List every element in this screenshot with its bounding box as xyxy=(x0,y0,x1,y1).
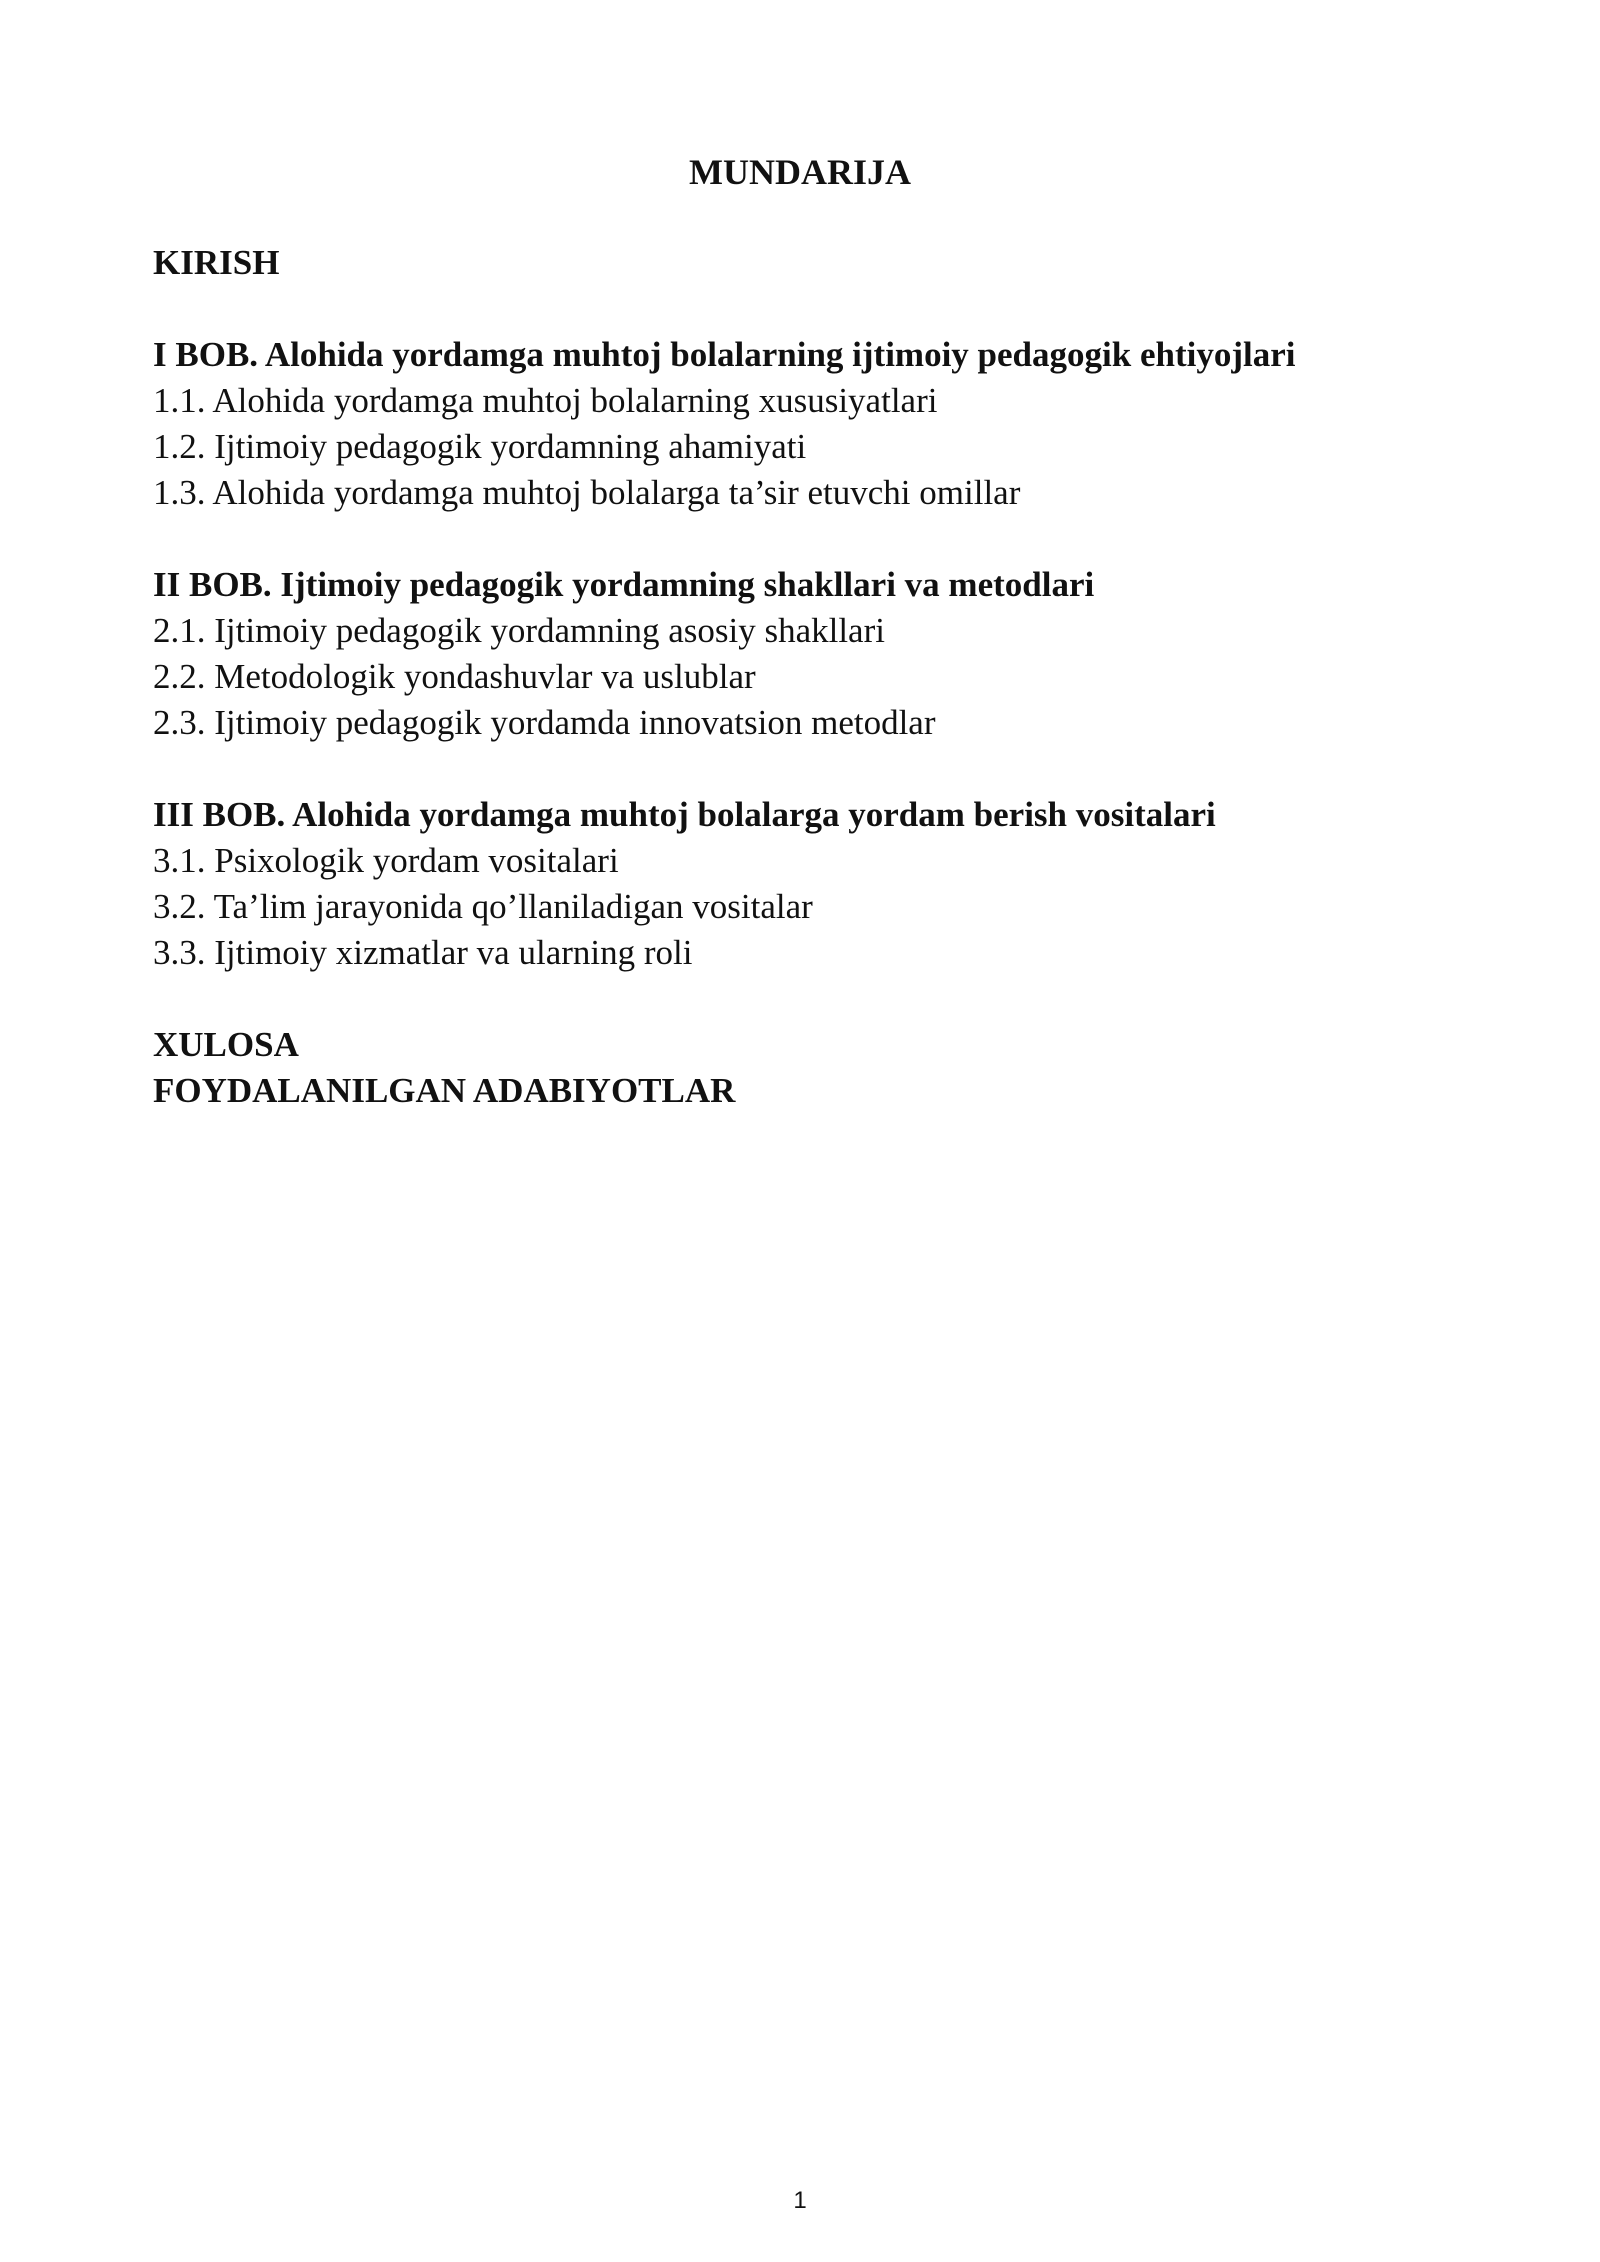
chapter-1-heading: I BOB. Alohida yordamga muhtoj bolalarning ijtimoiy pedagogik ehtiyojlari xyxy=(153,335,1296,374)
section-3-1: 3.1. Psixologik yordam vositalari xyxy=(153,841,619,880)
section-1-2: 1.2. Ijtimoiy pedagogik yordamning ahamiyati xyxy=(153,427,807,466)
section-2-2: 2.2. Metodologik yondashuvlar va uslublar xyxy=(153,657,756,696)
table-of-contents xyxy=(153,240,1453,1114)
section-2-3: 2.3. Ijtimoiy pedagogik yordamda innovatsion metodlar xyxy=(153,703,936,742)
toc-references: FOYDALANILGAN ADABIYOTLAR xyxy=(153,1071,736,1110)
section-2-1: 2.1. Ijtimoiy pedagogik yordamning asosiy shakllari xyxy=(153,611,885,650)
spacer xyxy=(153,286,1453,332)
toc-intro: KIRISH xyxy=(153,243,280,282)
page-title: MUNDARIJA xyxy=(689,152,911,192)
spacer xyxy=(153,746,1453,792)
section-3-2: 3.2. Ta’lim jarayonida qo’llaniladigan vositalar xyxy=(153,887,813,926)
spacer xyxy=(153,516,1453,562)
page-number: 1 xyxy=(793,2187,807,2214)
toc-conclusion: XULOSA xyxy=(153,1025,299,1064)
spacer xyxy=(153,976,1453,1022)
section-1-3: 1.3. Alohida yordamga muhtoj bolalarga ta’sir etuvchi omillar xyxy=(153,473,1021,512)
chapter-3-heading: III BOB. Alohida yordamga muhtoj bolalarga yordam berish vositalari xyxy=(153,795,1216,834)
section-3-3: 3.3. Ijtimoiy xizmatlar va ularning roli xyxy=(153,933,693,972)
chapter-2-heading: II BOB. Ijtimoiy pedagogik yordamning shakllari va metodlari xyxy=(153,565,1095,604)
section-1-1: 1.1. Alohida yordamga muhtoj bolalarning xususiyatlari xyxy=(153,381,938,420)
